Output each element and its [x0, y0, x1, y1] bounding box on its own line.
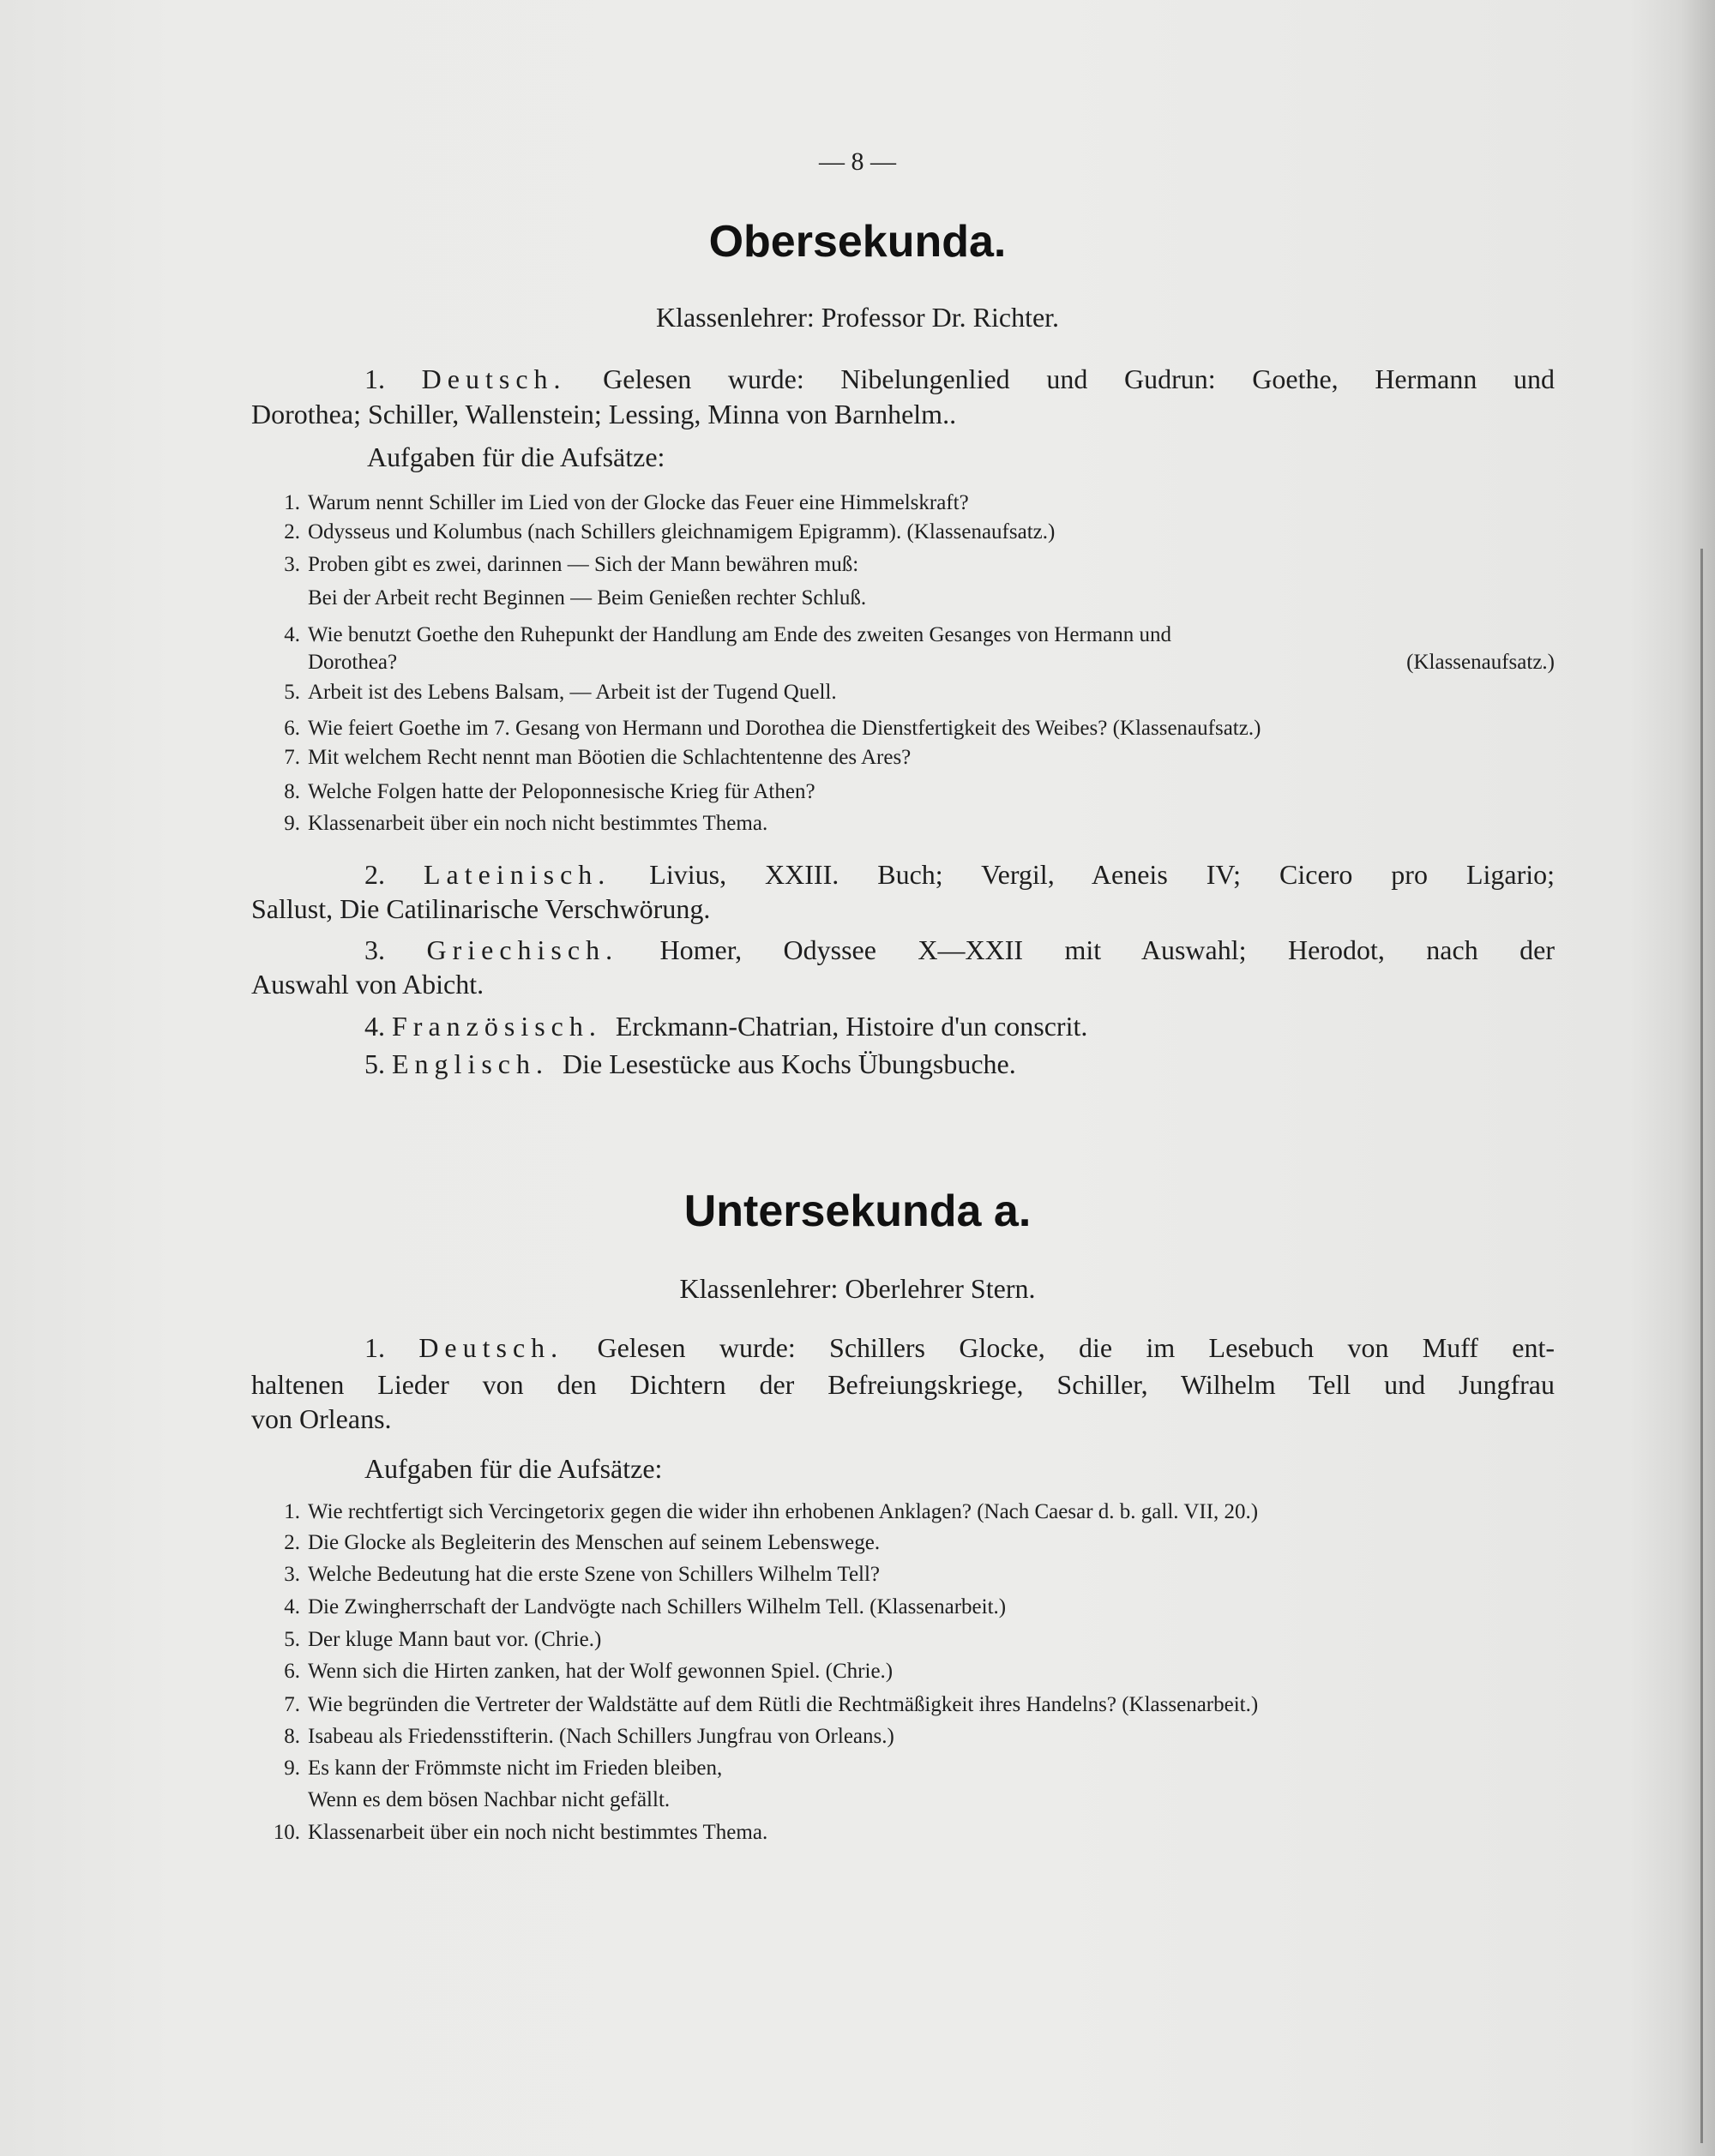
list-item: Wie benutzt Goethe den Ruhepunkt der Handlung am Ende des zweiten Gesanges von Hermann und [308, 623, 1172, 646]
list-item-number: 7. [284, 1693, 300, 1716]
list-item: Wenn es dem bösen Nachbar nicht gefällt. [308, 1788, 671, 1811]
subject-number: 3. [364, 934, 385, 965]
list-item: Welche Folgen hatte der Peloponnesische Krieg für Athen? [308, 780, 815, 803]
list-item-number: 4. [284, 1595, 300, 1619]
list-item: Die Zwingherrschaft der Landvögte nach Schillers Wilhelm Tell. (Klassenarbeit.) [308, 1595, 1007, 1619]
subject-name: Deutsch. [418, 1332, 564, 1363]
list-item-number: 3. [284, 553, 300, 576]
subject-name: Griechisch. [426, 934, 619, 965]
subject-number: 1. [364, 363, 385, 394]
list-item: Dorothea? (Klassenaufsatz.) [308, 651, 1555, 674]
list-item: Warum nennt Schiller im Lied von der Glocke das Feuer eine Himmelskraft? [308, 491, 969, 514]
list-item-number: 2. [284, 1531, 300, 1554]
subject-number: 5. [364, 1048, 385, 1079]
list-item-number: 7. [284, 746, 300, 769]
list-item: Mit welchem Recht nennt man Böotien die Schlachtentenne des Ares? [308, 746, 912, 769]
subject-name: Deutsch. [421, 363, 567, 394]
subject-text: haltenen Lieder von den Dichtern der Befreiungskriege, Schiller, Wilhelm Tell und Jungfrau [251, 1369, 1555, 1400]
list-item: Wie feiert Goethe im 7. Gesang von Hermann und Dorothea die Dienstfertigkeit des Weibes? (Klassenaufsatz.) [308, 717, 1261, 740]
list-item: Klassenarbeit über ein noch nicht bestimmtes Thema. [308, 1821, 768, 1844]
subject-text: Homer, Odyssee X—XXII mit Auswahl; Herodot, nach der [659, 934, 1556, 965]
list-item-number: 6. [284, 717, 300, 740]
subject-text: Gelesen wurde: Schillers Glocke, die im Lesebuch von Muff ent- [597, 1332, 1556, 1363]
page-edge-shadow [1700, 549, 1703, 2143]
aufgaben-heading: Aufgaben für die Aufsätze: [364, 1453, 663, 1484]
subject-name: Lateinisch. [424, 859, 611, 890]
list-item: Der kluge Mann baut vor. (Chrie.) [308, 1628, 602, 1651]
list-item-number: 5. [284, 681, 300, 704]
subject-text: Sallust, Die Catilinarische Verschwörung. [251, 893, 711, 924]
list-item: Die Glocke als Begleiterin des Menschen auf seinem Lebenswege. [308, 1531, 881, 1554]
list-item: Isabeau als Friedensstifterin. (Nach Schillers Jungfrau von Orleans.) [308, 1725, 894, 1748]
list-item: Wenn sich die Hirten zanken, hat der Wolf gewonnen Spiel. (Chrie.) [308, 1660, 894, 1683]
section-title-obersekunda: Obersekunda. [708, 217, 1007, 267]
list-item-number: 4. [284, 623, 300, 646]
subject-deutsch [364, 362, 1555, 396]
list-item-number: 9. [284, 1757, 300, 1780]
subject-name: Englisch. [392, 1048, 549, 1079]
list-item-number: 1. [284, 1500, 300, 1523]
class-teacher: Klassenlehrer: Professor Dr. Richter. [655, 302, 1060, 333]
list-item: Wie rechtfertigt sich Vercingetorix gegen die wider ihn erhobenen Anklagen? (Nach Caesar d. b. gall. VII, 20.) [308, 1500, 1259, 1523]
subject-number: 2. [364, 859, 385, 890]
subject-deutsch [364, 1330, 1555, 1365]
subject-number: 4. [364, 1011, 385, 1042]
list-item: Odysseus und Kolumbus (nach Schillers gleichnamigem Epigramm). (Klassenaufsatz.) [308, 520, 1056, 544]
list-item: Bei der Arbeit recht Beginnen — Beim Genießen rechter Schluß. [308, 586, 867, 610]
page-number: — 8 — [819, 147, 896, 176]
list-item: Klassenarbeit über ein noch nicht bestimmtes Thema. [308, 812, 768, 835]
subject-englisch [364, 1047, 1668, 1081]
subject-text: Die Lesestücke aus Kochs Übungsbuche. [562, 1048, 1016, 1079]
list-item-number: 8. [284, 1725, 300, 1748]
subject-text: Gelesen wurde: Nibelungenlied und Gudrun: Goethe, Hermann und [603, 363, 1556, 394]
list-item-number: 5. [284, 1628, 300, 1651]
list-item-number: 1. [284, 491, 300, 514]
list-item: Es kann der Frömmste nicht im Frieden bleiben, [308, 1757, 723, 1780]
list-item-number: 3. [284, 1563, 300, 1586]
list-item-number: 9. [284, 812, 300, 835]
list-item-number: 10. [273, 1821, 300, 1844]
list-item: Arbeit ist des Lebens Balsam, — Arbeit ist der Tugend Quell. [308, 681, 837, 704]
subject-griechisch [364, 933, 1555, 967]
list-item: Wie begründen die Vertreter der Waldstätte auf dem Rütli die Rechtmäßigkeit ihres Handelns? (Klassenarbeit.) [308, 1693, 1259, 1716]
list-item: Welche Bedeutung hat die erste Szene von Schillers Wilhelm Tell? [308, 1563, 881, 1586]
subject-number: 1. [364, 1332, 385, 1363]
list-item-number: 2. [284, 520, 300, 544]
subject-name: Französisch. [392, 1011, 602, 1042]
subject-text: Livius, XXIII. Buch; Vergil, Aeneis IV; Cicero pro Ligario; [649, 859, 1556, 890]
list-item-number: 8. [284, 780, 300, 803]
subject-franzoesisch [364, 1009, 1668, 1043]
subject-latein [364, 857, 1555, 892]
subject-text: von Orleans. [251, 1403, 392, 1434]
list-item: Proben gibt es zwei, darinnen — Sich der Mann bewähren muß: [308, 553, 859, 576]
list-item-number: 6. [284, 1660, 300, 1683]
aufgaben-heading: Aufgaben für die Aufsätze: [367, 441, 665, 472]
subject-text: Auswahl von Abicht. [251, 969, 484, 1000]
class-teacher: Klassenlehrer: Oberlehrer Stern. [679, 1273, 1036, 1304]
subject-text: Erckmann-Chatrian, Histoire d'un conscrit. [615, 1011, 1088, 1042]
section-title-untersekunda: Untersekunda a. [683, 1186, 1032, 1236]
subject-text: Dorothea; Schiller, Wallenstein; Lessing, Minna von Barnhelm.. [251, 399, 957, 429]
